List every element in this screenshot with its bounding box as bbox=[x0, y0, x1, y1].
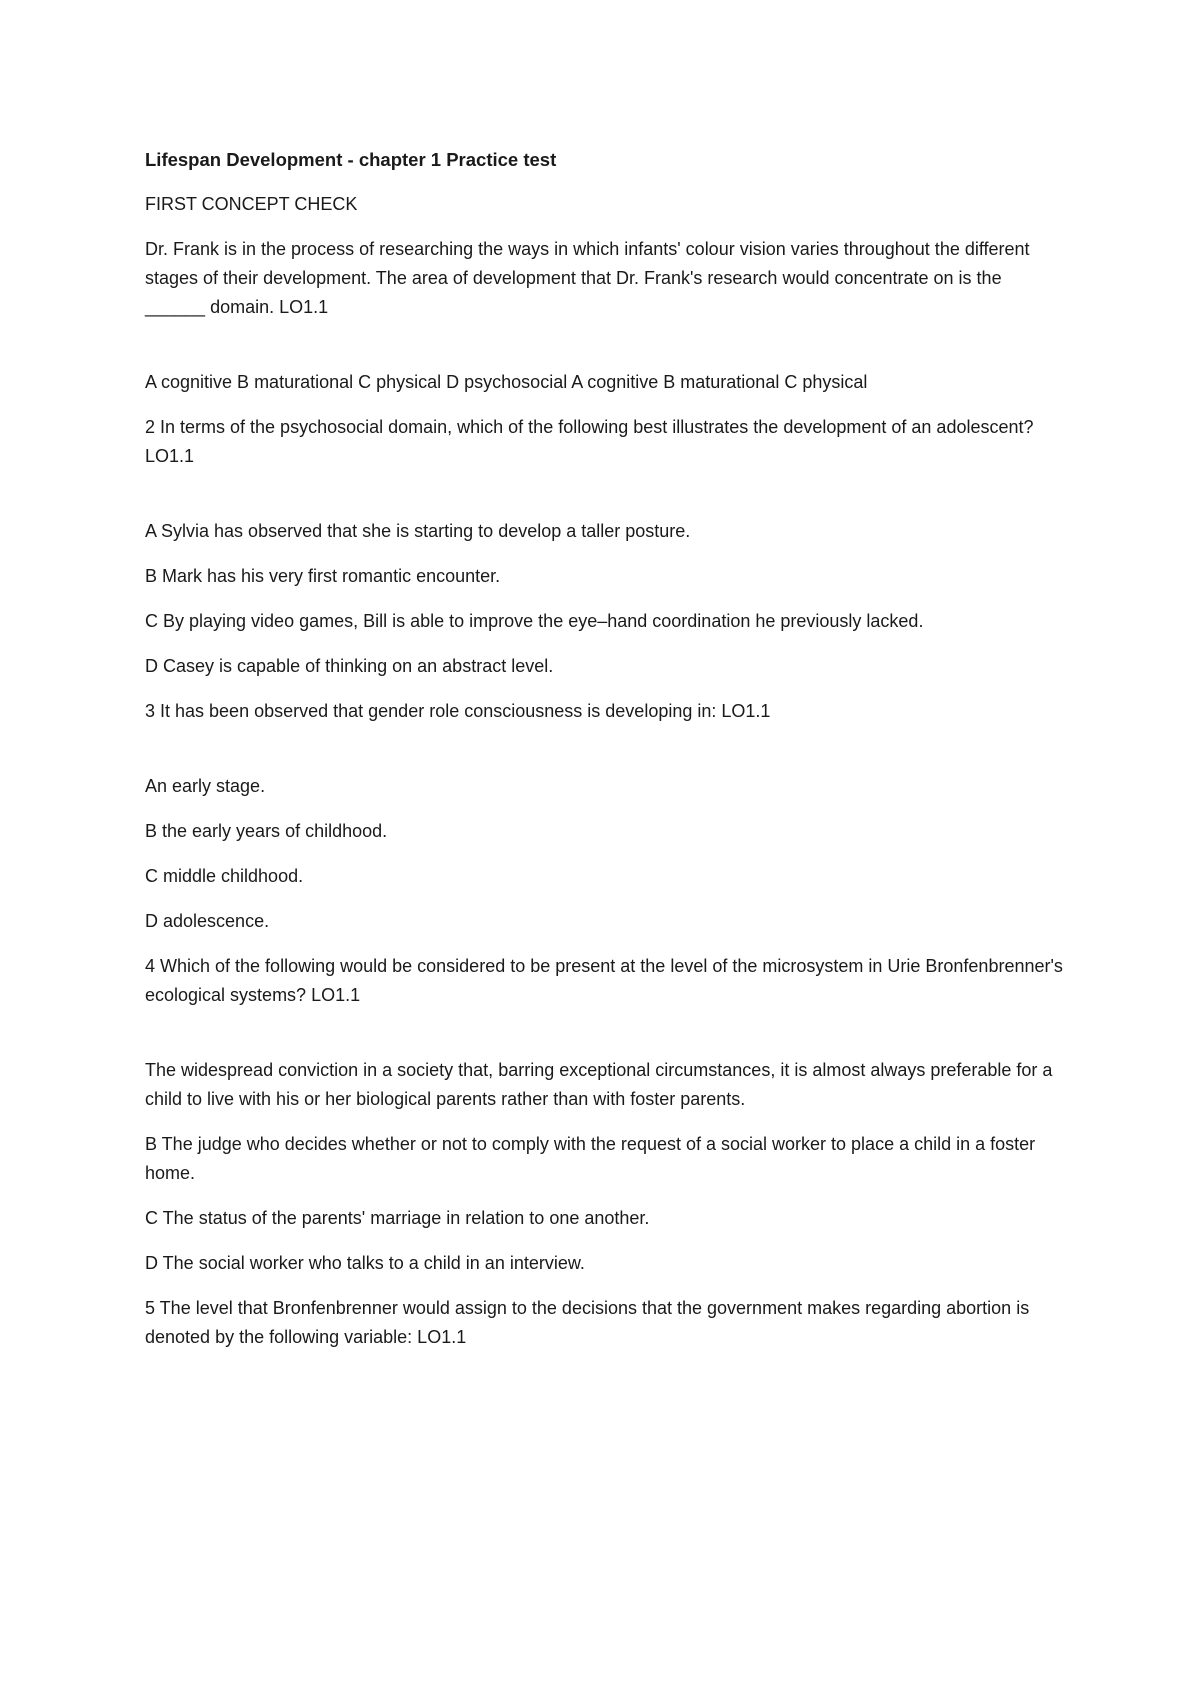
question-2-option-b: B Mark has his very first romantic encounter. bbox=[145, 566, 501, 586]
question-2-option-c: C By playing video games, Bill is able to improve the eye–hand coordination he previously lacked. bbox=[145, 611, 924, 631]
question-4-option-c: C The status of the parents' marriage in relation to one another. bbox=[145, 1208, 650, 1228]
question-3-option-d: D adolescence. bbox=[145, 911, 270, 931]
question-1-options: A cognitive B maturational C physical D psychosocial A cognitive B maturational C physical bbox=[145, 372, 868, 392]
question-3-option-c: C middle childhood. bbox=[145, 866, 304, 886]
question-2-option-d: D Casey is capable of thinking on an abstract level. bbox=[145, 656, 554, 676]
question-4-option-b: B The judge who decides whether or not to comply with the request of a social worker to place a child in a foster home. bbox=[145, 1134, 1036, 1183]
question-3-option-b: B the early years of childhood. bbox=[145, 821, 388, 841]
question-1: Dr. Frank is in the process of researching the ways in which infants' colour vision varies throughout the different stages of their development. The area of development that Dr. Frank's research would concentrate on is the ______ domain. LO1.1 bbox=[145, 239, 1030, 317]
document-title: Lifespan Development - chapter 1 Practice test bbox=[145, 149, 557, 170]
question-5: 5 The level that Bronfenbrenner would assign to the decisions that the government makes regarding abortion is denoted by the following variable: LO1.1 bbox=[145, 1298, 1030, 1347]
question-2-option-a: A Sylvia has observed that she is starting to develop a taller posture. bbox=[145, 521, 691, 541]
document-body bbox=[145, 145, 1065, 1352]
question-3: 3 It has been observed that gender role consciousness is developing in: LO1.1 bbox=[145, 701, 771, 721]
question-4-option-d: D The social worker who talks to a child in an interview. bbox=[145, 1253, 585, 1273]
question-2: 2 In terms of the psychosocial domain, which of the following best illustrates the development of an adolescent? LO1.1 bbox=[145, 417, 1034, 466]
section-heading: FIRST CONCEPT CHECK bbox=[145, 194, 358, 214]
question-4-option-a: The widespread conviction in a society that, barring exceptional circumstances, it is almost always preferable for a child to live with his or her biological parents rather than with foster parents. bbox=[145, 1060, 1053, 1109]
question-3-option-a: An early stage. bbox=[145, 776, 266, 796]
question-4: 4 Which of the following would be considered to be present at the level of the microsystem in Urie Bronfenbrenner's ecological systems? LO1.1 bbox=[145, 956, 1063, 1005]
